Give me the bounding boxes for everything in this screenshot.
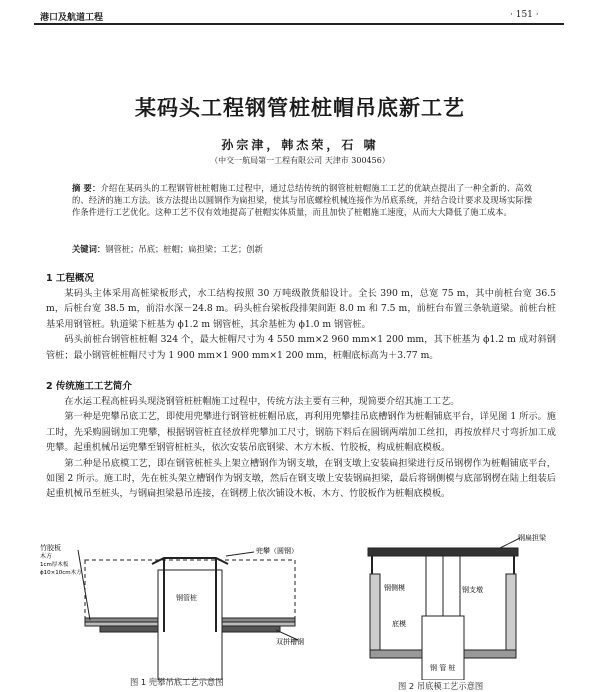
leader [226, 552, 254, 556]
label-bamboo: 竹胶板 [40, 544, 61, 552]
side-form-left [370, 574, 380, 650]
figure-2-caption: 图 2 吊底模工艺示意图 [398, 681, 484, 691]
label-support: 钢支墩 [462, 586, 483, 594]
abstract [72, 182, 532, 219]
figure-1-caption: 图 1 兜攀吊底工艺示意图 [130, 677, 224, 687]
journal-name: 港口及航道工程 [40, 13, 104, 23]
label-side-form: 钢侧模 [384, 584, 405, 592]
figure-2-diagram [350, 530, 570, 680]
paragraph: 码头前桩台钢管桩桩帽 324 个，最大桩帽尺寸为 4 550 mm×2 960 mm×1 200 mm，其下桩基为 ϕ1.2 m 成对斜钢管桩；最小钢管桩桩帽尺寸为 1 900 mm×1 900 mm×1 200 mm，桩帽底标高为＋3.77 m。 [46, 334, 556, 361]
label-channel: 双拼槽钢 [276, 638, 304, 646]
affiliation: （中交一航局第一工程有限公司 天津市 300456） [210, 156, 390, 165]
label-pile: 钢 管 桩 [430, 664, 456, 672]
paragraph: 某码头主体采用高桩梁板形式，水工结构按照 30 万吨级散货船设计。全长 390 m，总宽 75 m，其中前桩台宽 36.5 m，后桩台宽 38.5 m，前沿水深－24.8 m。码头桩台梁板段排架间距 8.0 m 和 7.5 m，前桩台布置三条轨道梁。前桩台桩基采用钢管桩。轨道梁下桩基为 ϕ1.2 m 钢管桩，其余基桩为 ϕ1.0 m 钢管桩。 [46, 288, 556, 330]
label-wood-board: 1cm厚木板 [40, 562, 69, 568]
section-heading-1: 1 工程概况 [46, 273, 94, 284]
paragraph: 第一种是兜攀吊底工艺，即使用兜攀进行钢管桩桩帽吊底，再利用兜攀挂吊底槽钢作为桩帽铺底平台，详见图 1 所示。施工时，先采购圆钢加工兜攀，根据钢管桩直径放样兜攀加工尺寸，钢筋下料后在圆钢两端加工丝扣，再按放样尺寸弯折加工成兜攀。起重机械吊运兜攀至钢管桩桩头，依次安装吊底钢梁、木方木板、竹胶板，构成桩帽底模板。 [46, 411, 556, 454]
steel-pile [158, 570, 222, 680]
leader [500, 538, 520, 548]
label-wood: 木方 [40, 553, 53, 560]
label-pile: 钢管桩 [176, 594, 197, 602]
section-heading-2: 2 传统施工工艺简介 [46, 381, 132, 392]
label-bottom: 底模 [392, 620, 406, 628]
header-rule [34, 23, 564, 25]
keywords [72, 243, 532, 255]
paragraph: 在水运工程高桩码头现浇钢管桩桩帽施工过程中，传统方法主要有三种，现简要介绍其施工工艺。 [64, 396, 460, 407]
page-number: · 151 · [510, 10, 539, 20]
label-stirrup: 兜攀（圆钢） [256, 547, 298, 555]
abstract-label: 摘 要： [72, 183, 101, 193]
abstract-text: 介绍在某码头的工程钢管桩桩帽施工过程中，通过总结传统的钢管桩桩帽施工工艺的优缺点提出了一种全新的、高效的、经济的施工方法。该方法提出以圆钢作为扁担梁，使其与吊底螺栓机械连接作为吊底系统，并结合设计要求及现场实际操作条件进行工艺优化。这种工艺不仅有效地提高了桩帽实体质量，而且加快了桩帽施工速度，从而大大降低了施工成本。 [72, 183, 532, 218]
paragraph: 第二种是吊底模工艺，即在钢管桩桩头上架立槽钢作为钢支墩，在钢支墩上安装扁担梁进行反吊钢楞作为桩帽铺底平台，如图 2 所示。施工时，先在桩头架立槽钢作为钢支墩，然后在钢支墩上安装钢扁担梁，最后将钢侧模与底部钢楞在陆上组装后起重机械吊至桩头，与钢扁担梁悬吊连接，在钢楞上依次铺设木板、木方、竹胶板作为桩帽底模板。 [46, 457, 556, 500]
figure-1-diagram [40, 540, 320, 680]
keywords-label: 关键词： [72, 244, 106, 254]
steel-carrying-beam [368, 548, 518, 556]
keywords-text: 钢管桩；吊底；桩帽；扁担梁；工艺；创新 [105, 244, 263, 254]
paper-title: 某码头工程钢管桩桩帽吊底新工艺 [135, 95, 465, 120]
label-wood-square: ϕ10×10cm木方 [40, 570, 82, 576]
authors: 孙宗津，韩杰荣，石 啸 [221, 138, 379, 152]
side-form-right [506, 574, 516, 650]
section-2-body [46, 394, 556, 502]
label-beam: 钢扁担梁 [518, 534, 546, 542]
section-1-body [46, 286, 556, 363]
